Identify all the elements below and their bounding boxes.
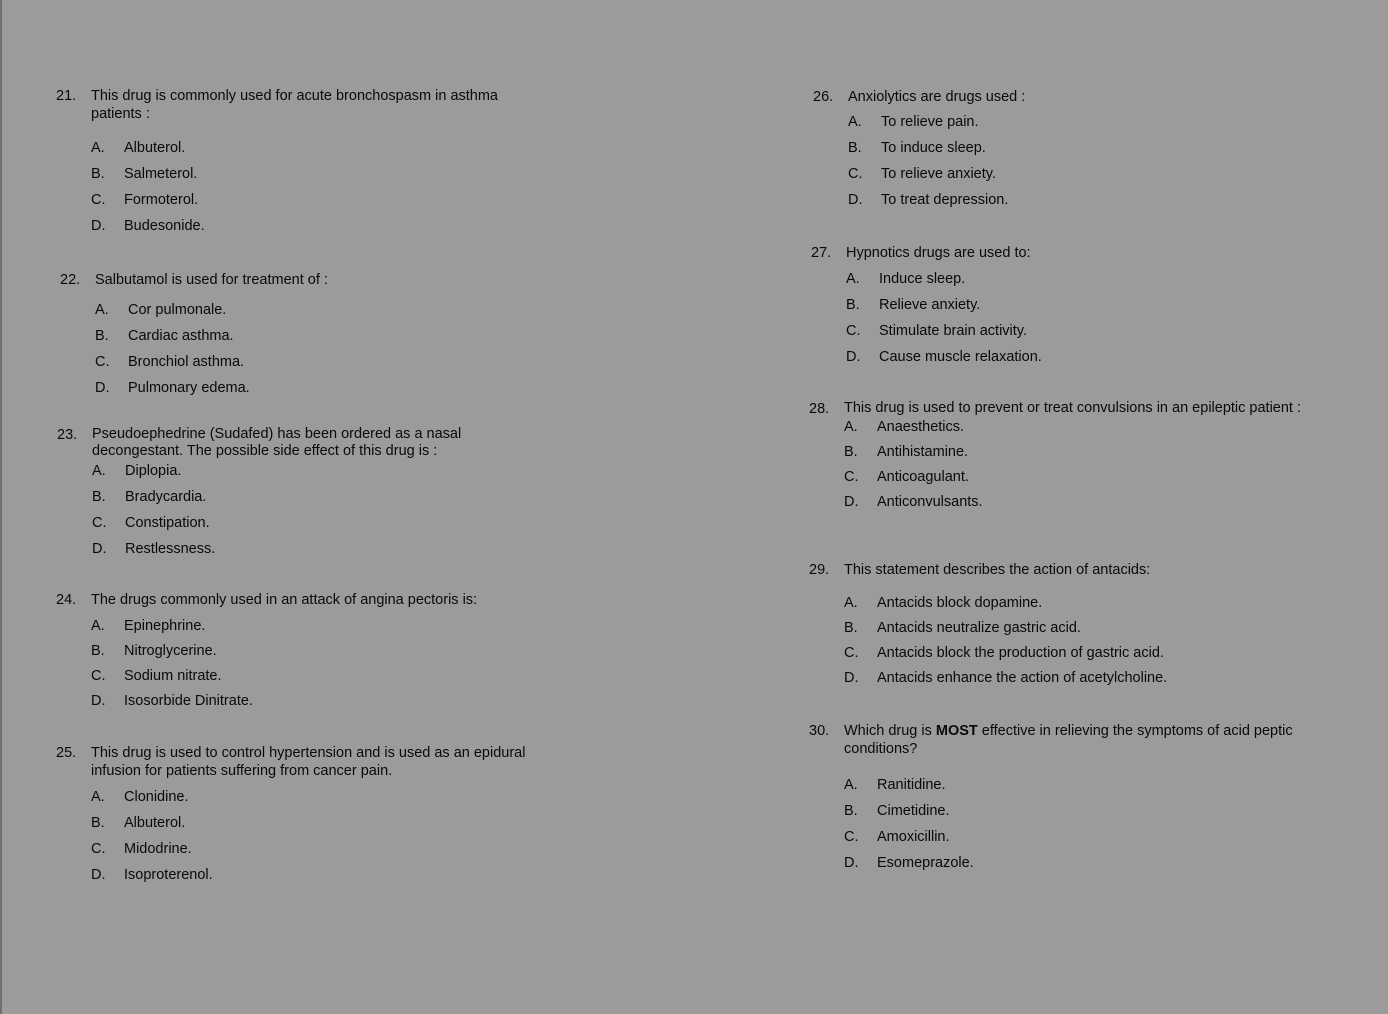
option-letter: A. (844, 777, 858, 793)
page-edge (0, 0, 2, 1014)
option-text: Cor pulmonale. (128, 302, 227, 318)
option-text: To treat depression. (881, 192, 1009, 208)
option-text: Anaesthetics. (877, 419, 965, 435)
option-letter: C. (92, 515, 107, 531)
option-text: Albuterol. (124, 815, 186, 831)
option-letter: B. (91, 166, 105, 182)
option-text: Bronchiol asthma. (128, 354, 245, 370)
option-letter: B. (846, 297, 860, 313)
option-letter: A. (844, 419, 858, 435)
option-text: Cimetidine. (877, 803, 950, 819)
option-text: Cause muscle relaxation. (879, 349, 1042, 365)
question-29 (809, 561, 1309, 687)
option-text: Albuterol. (124, 140, 186, 156)
option-text: Isosorbide Dinitrate. (124, 693, 253, 709)
option-letter: B. (844, 620, 858, 636)
question-number: 25. (56, 745, 77, 761)
option-text: Stimulate brain activity. (879, 323, 1028, 339)
option-letter: C. (848, 166, 863, 182)
question-25 (56, 744, 556, 884)
option-letter: D. (844, 855, 859, 871)
question-number: 24. (56, 592, 77, 608)
option-letter: D. (91, 218, 106, 234)
option-text: To relieve pain. (881, 114, 979, 130)
question-stem: Hypnotics drugs are used to: (846, 245, 1031, 261)
question-23 (57, 426, 497, 558)
option-letter: A. (848, 114, 862, 130)
option-text: Sodium nitrate. (124, 668, 222, 684)
question-30 (809, 722, 1309, 872)
question-number: 26. (813, 89, 834, 105)
question-28 (809, 400, 1309, 511)
question-22 (60, 271, 530, 397)
option-text: Budesonide. (124, 218, 205, 234)
option-letter: D. (92, 541, 107, 557)
option-letter: A. (95, 302, 109, 318)
option-text: Amoxicillin. (877, 829, 950, 845)
question-stem-start: Which drug is (844, 723, 936, 739)
option-letter: D. (91, 867, 106, 883)
option-letter: D. (848, 192, 863, 208)
option-text: Isoproterenol. (124, 867, 213, 883)
option-text: Salmeterol. (124, 166, 198, 182)
option-text: Nitroglycerine. (124, 643, 217, 659)
question-stem: This drug is used to prevent or treat convulsions in an epileptic patient : (844, 400, 1302, 416)
option-text: To induce sleep. (881, 140, 986, 156)
option-letter: B. (92, 489, 106, 505)
question-stem: Anxiolytics are drugs used : (848, 89, 1026, 105)
option-text: Antacids block the production of gastric acid. (877, 645, 1164, 661)
option-text: Formoterol. (124, 192, 199, 208)
question-stem: This drug is used to control hypertension and is used as an epidural infusion for patients suffering from cancer pain. (91, 745, 526, 779)
option-text: Relieve anxiety. (879, 297, 981, 313)
option-letter: B. (844, 803, 858, 819)
option-letter: C. (91, 841, 106, 857)
question-stem: Pseudoephedrine (Sudafed) has been ordered as a nasal decongestant. The possible side effect of this drug is : (92, 426, 462, 459)
question-number: 21. (56, 88, 77, 104)
option-letter: A. (91, 140, 105, 156)
option-letter: A. (844, 595, 858, 611)
question-27 (811, 244, 1311, 366)
option-text: Diplopia. (125, 463, 182, 479)
option-letter: D. (844, 494, 859, 510)
option-letter: A. (91, 618, 105, 634)
option-text: Constipation. (125, 515, 210, 531)
option-letter: B. (848, 140, 862, 156)
question-stem: This drug is commonly used for acute bronchospasm in asthma patients : (91, 88, 498, 122)
option-letter: C. (846, 323, 861, 339)
option-text: Ranitidine. (877, 777, 946, 793)
question-stem: The drugs commonly used in an attack of angina pectoris is: (91, 592, 478, 608)
option-letter: D. (844, 670, 859, 686)
question-number: 29. (809, 562, 830, 578)
option-letter: D. (846, 349, 861, 365)
option-letter: C. (91, 192, 106, 208)
option-text: Induce sleep. (879, 271, 966, 287)
question-24 (56, 591, 526, 710)
question-stem: Salbutamol is used for treatment of : (95, 272, 328, 288)
option-text: Pulmonary edema. (128, 380, 250, 396)
option-text: Clonidine. (124, 789, 189, 805)
option-letter: C. (844, 645, 859, 661)
option-text: Antihistamine. (877, 444, 969, 460)
option-text: Cardiac asthma. (128, 328, 234, 344)
option-letter: B. (844, 444, 858, 460)
option-letter: B. (95, 328, 109, 344)
option-letter: A. (92, 463, 106, 479)
option-letter: D. (91, 693, 106, 709)
option-text: Antacids block dopamine. (877, 595, 1043, 611)
option-letter: C. (95, 354, 110, 370)
question-number: 23. (57, 427, 78, 443)
option-letter: C. (844, 829, 859, 845)
option-text: Esomeprazole. (877, 855, 974, 871)
question-number: 30. (809, 723, 830, 739)
question-stem: This statement describes the action of antacids: (844, 562, 1151, 578)
option-letter: D. (95, 380, 110, 396)
option-letter: B. (91, 815, 105, 831)
question-stem (844, 722, 1309, 758)
option-letter: C. (844, 469, 859, 485)
option-letter: B. (91, 643, 105, 659)
option-text: Bradycardia. (125, 489, 207, 505)
question-21 (56, 87, 526, 235)
option-text: Anticonvulsants. (877, 494, 983, 510)
question-26 (813, 88, 1313, 209)
option-letter: C. (91, 668, 106, 684)
option-letter: A. (91, 789, 105, 805)
option-text: Anticoagulant. (877, 469, 969, 485)
question-number: 27. (811, 245, 832, 261)
emphasis-most: MOST (935, 723, 978, 739)
option-text: Restlessness. (125, 541, 216, 557)
option-text: Midodrine. (124, 841, 192, 857)
option-text: Epinephrine. (124, 618, 206, 634)
option-text: Antacids neutralize gastric acid. (877, 620, 1081, 636)
question-number: 22. (60, 272, 81, 288)
question-number: 28. (809, 401, 830, 417)
question-stem-end: effective in relieving the symptoms of acid peptic conditions? (844, 723, 1293, 757)
option-text: To relieve anxiety. (881, 166, 996, 182)
option-letter: A. (846, 271, 860, 287)
option-text: Antacids enhance the action of acetylcholine. (877, 670, 1168, 686)
